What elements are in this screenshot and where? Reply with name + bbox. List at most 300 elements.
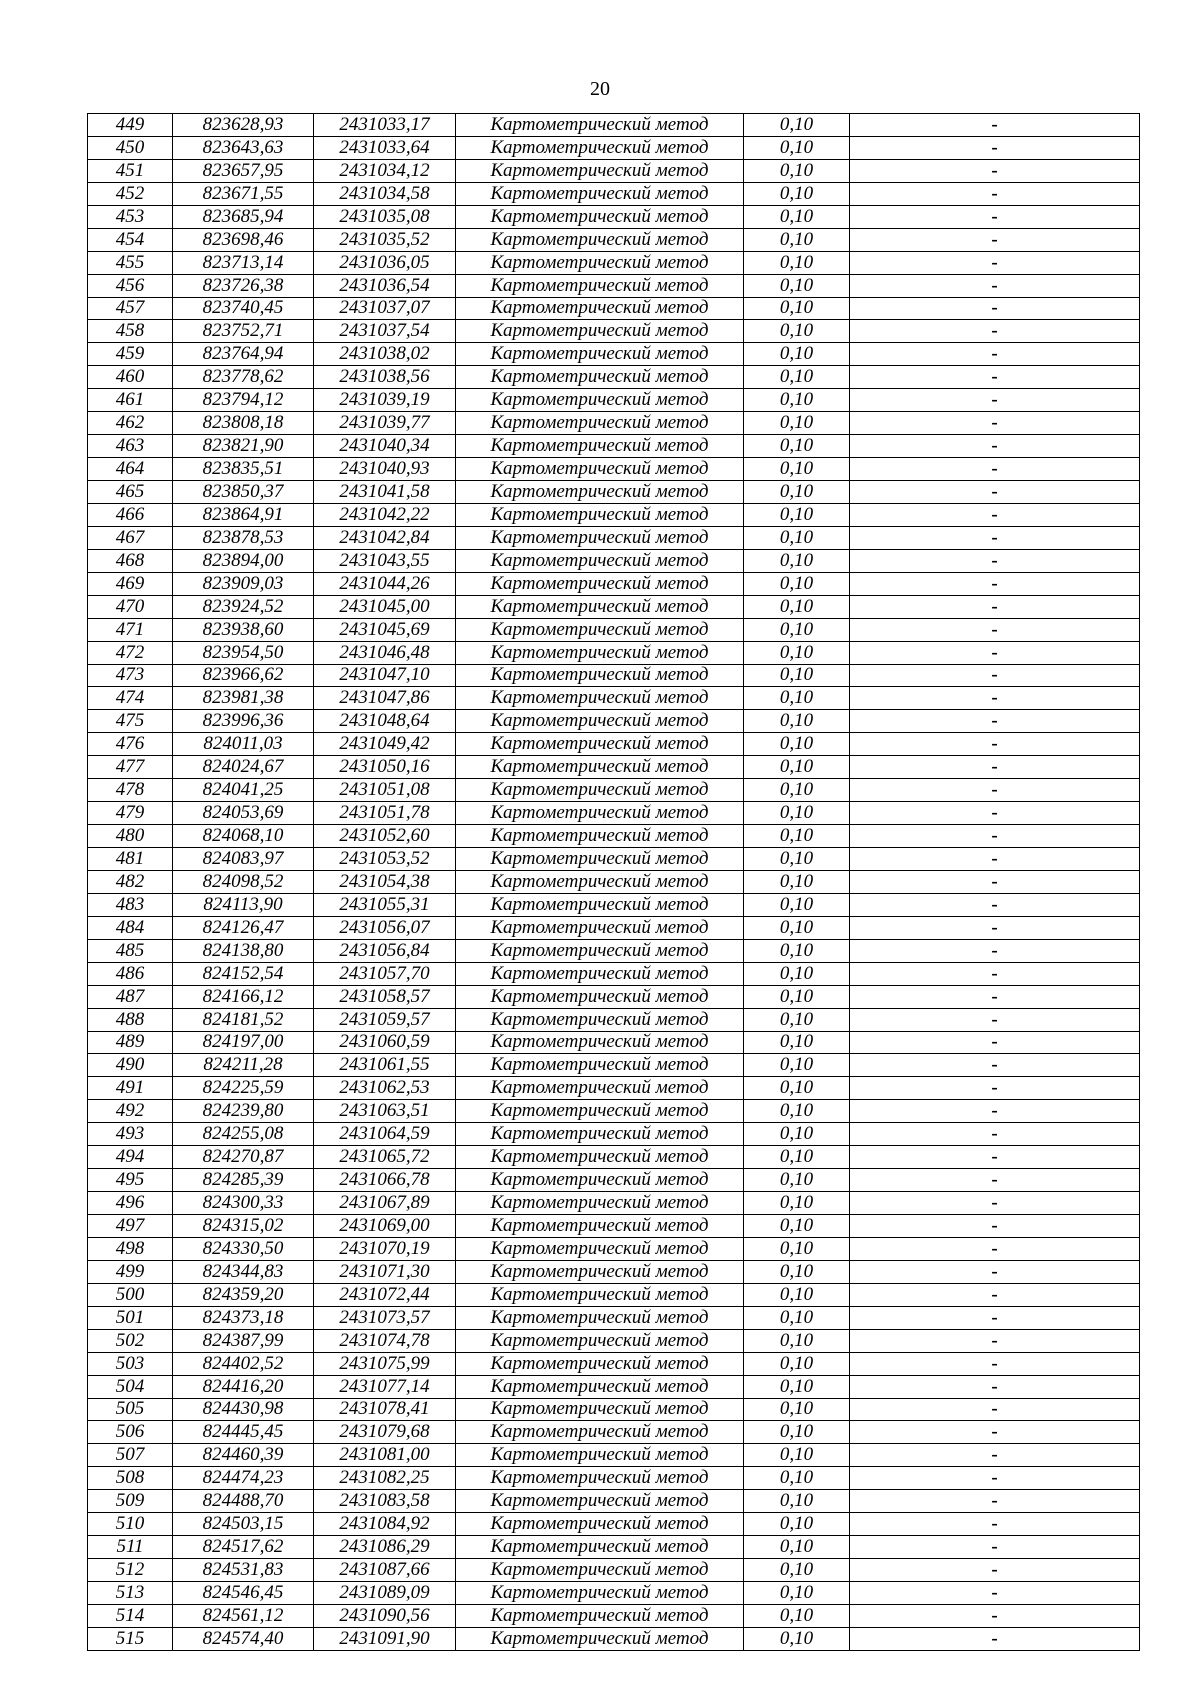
- method-cell: Картометрический метод: [456, 297, 744, 320]
- description-cell: -: [850, 595, 1140, 618]
- method-cell: Картометрический метод: [456, 825, 744, 848]
- point-number: 452: [88, 182, 173, 205]
- method-cell: Картометрический метод: [456, 1237, 744, 1260]
- precision-cell: 0,10: [744, 1444, 850, 1467]
- precision-cell: 0,10: [744, 893, 850, 916]
- precision-cell: 0,10: [744, 159, 850, 182]
- table-row: [88, 641, 1140, 664]
- description-cell: -: [850, 939, 1140, 962]
- method-cell: Картометрический метод: [456, 1352, 744, 1375]
- table-row: [88, 1421, 1140, 1444]
- description-cell: -: [850, 549, 1140, 572]
- method-cell: Картометрический метод: [456, 1490, 744, 1513]
- description-cell: -: [850, 1352, 1140, 1375]
- coordinate-x: 823698,46: [173, 228, 314, 251]
- table-row: [88, 1123, 1140, 1146]
- description-cell: -: [850, 159, 1140, 182]
- table-row: [88, 618, 1140, 641]
- description-cell: -: [850, 1306, 1140, 1329]
- description-cell: -: [850, 526, 1140, 549]
- precision-cell: 0,10: [744, 182, 850, 205]
- precision-cell: 0,10: [744, 802, 850, 825]
- precision-cell: 0,10: [744, 939, 850, 962]
- method-cell: Картометрический метод: [456, 1306, 744, 1329]
- coordinate-x: 823794,12: [173, 389, 314, 412]
- point-number: 492: [88, 1100, 173, 1123]
- table-row: [88, 779, 1140, 802]
- precision-cell: 0,10: [744, 1604, 850, 1627]
- coordinate-y: 2431035,08: [314, 205, 456, 228]
- coordinate-y: 2431059,57: [314, 1008, 456, 1031]
- table-row: [88, 1146, 1140, 1169]
- table-row: [88, 1375, 1140, 1398]
- point-number: 501: [88, 1306, 173, 1329]
- coordinate-y: 2431049,42: [314, 733, 456, 756]
- coordinate-x: 823628,93: [173, 114, 314, 137]
- point-number: 458: [88, 320, 173, 343]
- table-row: [88, 503, 1140, 526]
- precision-cell: 0,10: [744, 1008, 850, 1031]
- point-number: 500: [88, 1283, 173, 1306]
- coordinate-y: 2431067,89: [314, 1192, 456, 1215]
- coordinate-x: 823894,00: [173, 549, 314, 572]
- precision-cell: 0,10: [744, 1123, 850, 1146]
- table-row: [88, 893, 1140, 916]
- description-cell: -: [850, 1123, 1140, 1146]
- method-cell: Картометрический метод: [456, 618, 744, 641]
- point-number: 450: [88, 136, 173, 159]
- table-row: [88, 1329, 1140, 1352]
- table-row: [88, 182, 1140, 205]
- point-number: 498: [88, 1237, 173, 1260]
- method-cell: Картометрический метод: [456, 1260, 744, 1283]
- method-cell: Картометрический метод: [456, 1627, 744, 1650]
- point-number: 468: [88, 549, 173, 572]
- description-cell: -: [850, 1490, 1140, 1513]
- precision-cell: 0,10: [744, 1536, 850, 1559]
- table-row: [88, 939, 1140, 962]
- table-row: [88, 1627, 1140, 1650]
- point-number: 494: [88, 1146, 173, 1169]
- precision-cell: 0,10: [744, 1031, 850, 1054]
- coordinate-x: 824430,98: [173, 1398, 314, 1421]
- point-number: 470: [88, 595, 173, 618]
- description-cell: -: [850, 1536, 1140, 1559]
- point-number: 466: [88, 503, 173, 526]
- point-number: 507: [88, 1444, 173, 1467]
- precision-cell: 0,10: [744, 343, 850, 366]
- precision-cell: 0,10: [744, 825, 850, 848]
- coordinate-y: 2431070,19: [314, 1237, 456, 1260]
- coordinate-y: 2431078,41: [314, 1398, 456, 1421]
- description-cell: -: [850, 1054, 1140, 1077]
- description-cell: -: [850, 802, 1140, 825]
- method-cell: Картометрический метод: [456, 481, 744, 504]
- coordinate-y: 2431069,00: [314, 1215, 456, 1238]
- description-cell: -: [850, 435, 1140, 458]
- method-cell: Картометрический метод: [456, 1054, 744, 1077]
- coordinate-y: 2431075,99: [314, 1352, 456, 1375]
- method-cell: Картометрический метод: [456, 641, 744, 664]
- description-cell: -: [850, 297, 1140, 320]
- method-cell: Картометрический метод: [456, 848, 744, 871]
- precision-cell: 0,10: [744, 962, 850, 985]
- coordinate-y: 2431056,84: [314, 939, 456, 962]
- description-cell: -: [850, 1513, 1140, 1536]
- description-cell: -: [850, 1467, 1140, 1490]
- method-cell: Картометрический метод: [456, 1192, 744, 1215]
- coordinate-y: 2431082,25: [314, 1467, 456, 1490]
- precision-cell: 0,10: [744, 1306, 850, 1329]
- description-cell: -: [850, 572, 1140, 595]
- method-cell: Картометрический метод: [456, 733, 744, 756]
- table-row: [88, 825, 1140, 848]
- table-row: [88, 710, 1140, 733]
- table-row: [88, 1237, 1140, 1260]
- coordinate-x: 824330,50: [173, 1237, 314, 1260]
- point-number: 462: [88, 412, 173, 435]
- coordinate-y: 2431051,08: [314, 779, 456, 802]
- point-number: 479: [88, 802, 173, 825]
- method-cell: Картометрический метод: [456, 916, 744, 939]
- coordinate-y: 2431089,09: [314, 1582, 456, 1605]
- precision-cell: 0,10: [744, 1077, 850, 1100]
- precision-cell: 0,10: [744, 779, 850, 802]
- coordinate-y: 2431040,34: [314, 435, 456, 458]
- coordinate-x: 824285,39: [173, 1169, 314, 1192]
- table-row: [88, 435, 1140, 458]
- method-cell: Картометрический метод: [456, 985, 744, 1008]
- coordinate-x: 824255,08: [173, 1123, 314, 1146]
- method-cell: Картометрический метод: [456, 182, 744, 205]
- method-cell: Картометрический метод: [456, 1077, 744, 1100]
- coordinate-x: 824041,25: [173, 779, 314, 802]
- coordinate-y: 2431073,57: [314, 1306, 456, 1329]
- coordinate-y: 2431035,52: [314, 228, 456, 251]
- precision-cell: 0,10: [744, 1169, 850, 1192]
- method-cell: Картометрический метод: [456, 1536, 744, 1559]
- coordinate-x: 824098,52: [173, 870, 314, 893]
- method-cell: Картометрический метод: [456, 1008, 744, 1031]
- point-number: 461: [88, 389, 173, 412]
- precision-cell: 0,10: [744, 1054, 850, 1077]
- precision-cell: 0,10: [744, 481, 850, 504]
- coordinate-x: 823808,18: [173, 412, 314, 435]
- precision-cell: 0,10: [744, 274, 850, 297]
- table-row: [88, 870, 1140, 893]
- description-cell: -: [850, 756, 1140, 779]
- precision-cell: 0,10: [744, 320, 850, 343]
- coordinate-y: 2431039,77: [314, 412, 456, 435]
- table-row: [88, 916, 1140, 939]
- coordinate-x: 824197,00: [173, 1031, 314, 1054]
- coordinate-x: 823938,60: [173, 618, 314, 641]
- point-number: 511: [88, 1536, 173, 1559]
- table-row: [88, 1077, 1140, 1100]
- point-number: 489: [88, 1031, 173, 1054]
- coordinate-x: 824531,83: [173, 1559, 314, 1582]
- coordinate-y: 2431042,22: [314, 503, 456, 526]
- description-cell: -: [850, 274, 1140, 297]
- precision-cell: 0,10: [744, 297, 850, 320]
- table-row: [88, 1467, 1140, 1490]
- method-cell: Картометрический метод: [456, 136, 744, 159]
- description-cell: -: [850, 1582, 1140, 1605]
- point-number: 514: [88, 1604, 173, 1627]
- coordinate-y: 2431050,16: [314, 756, 456, 779]
- precision-cell: 0,10: [744, 503, 850, 526]
- table-row: [88, 664, 1140, 687]
- point-number: 502: [88, 1329, 173, 1352]
- coordinate-x: 823740,45: [173, 297, 314, 320]
- method-cell: Картометрический метод: [456, 435, 744, 458]
- coordinate-x: 824503,15: [173, 1513, 314, 1536]
- point-number: 495: [88, 1169, 173, 1192]
- coordinate-x: 824561,12: [173, 1604, 314, 1627]
- coordinate-x: 823996,36: [173, 710, 314, 733]
- method-cell: Картометрический метод: [456, 412, 744, 435]
- precision-cell: 0,10: [744, 1283, 850, 1306]
- point-number: 480: [88, 825, 173, 848]
- method-cell: Картометрический метод: [456, 1146, 744, 1169]
- coordinate-x: 824166,12: [173, 985, 314, 1008]
- coordinate-x: 823713,14: [173, 251, 314, 274]
- coordinate-x: 824126,47: [173, 916, 314, 939]
- description-cell: -: [850, 412, 1140, 435]
- coordinate-x: 824239,80: [173, 1100, 314, 1123]
- method-cell: Картометрический метод: [456, 389, 744, 412]
- table-row: [88, 228, 1140, 251]
- description-cell: -: [850, 1077, 1140, 1100]
- coordinate-x: 823657,95: [173, 159, 314, 182]
- coordinate-x: 824270,87: [173, 1146, 314, 1169]
- precision-cell: 0,10: [744, 1490, 850, 1513]
- coordinate-y: 2431042,84: [314, 526, 456, 549]
- description-cell: -: [850, 1559, 1140, 1582]
- method-cell: Картометрический метод: [456, 159, 744, 182]
- description-cell: -: [850, 641, 1140, 664]
- precision-cell: 0,10: [744, 458, 850, 481]
- point-number: 459: [88, 343, 173, 366]
- method-cell: Картометрический метод: [456, 1169, 744, 1192]
- point-number: 485: [88, 939, 173, 962]
- method-cell: Картометрический метод: [456, 756, 744, 779]
- description-cell: -: [850, 1283, 1140, 1306]
- coordinate-x: 824053,69: [173, 802, 314, 825]
- method-cell: Картометрический метод: [456, 274, 744, 297]
- method-cell: Картометрический метод: [456, 1375, 744, 1398]
- description-cell: -: [850, 1604, 1140, 1627]
- method-cell: Картометрический метод: [456, 251, 744, 274]
- method-cell: Картометрический метод: [456, 1513, 744, 1536]
- point-number: 469: [88, 572, 173, 595]
- table-row: [88, 1008, 1140, 1031]
- table-row: [88, 274, 1140, 297]
- coordinate-x: 824488,70: [173, 1490, 314, 1513]
- method-cell: Картометрический метод: [456, 205, 744, 228]
- precision-cell: 0,10: [744, 733, 850, 756]
- description-cell: -: [850, 389, 1140, 412]
- table-row: [88, 1283, 1140, 1306]
- point-number: 505: [88, 1398, 173, 1421]
- point-number: 506: [88, 1421, 173, 1444]
- table-row: [88, 1192, 1140, 1215]
- method-cell: Картометрический метод: [456, 1031, 744, 1054]
- precision-cell: 0,10: [744, 1627, 850, 1650]
- coordinate-x: 823778,62: [173, 366, 314, 389]
- description-cell: -: [850, 848, 1140, 871]
- table-row: [88, 1031, 1140, 1054]
- description-cell: -: [850, 1031, 1140, 1054]
- description-cell: -: [850, 205, 1140, 228]
- coordinate-x: 824373,18: [173, 1306, 314, 1329]
- point-number: 455: [88, 251, 173, 274]
- method-cell: Картометрический метод: [456, 1559, 744, 1582]
- table-row: [88, 458, 1140, 481]
- description-cell: -: [850, 1398, 1140, 1421]
- coordinate-x: 824225,59: [173, 1077, 314, 1100]
- coordinate-x: 823954,50: [173, 641, 314, 664]
- precision-cell: 0,10: [744, 710, 850, 733]
- precision-cell: 0,10: [744, 1398, 850, 1421]
- table-row: [88, 526, 1140, 549]
- method-cell: Картометрический метод: [456, 687, 744, 710]
- coordinate-x: 824138,80: [173, 939, 314, 962]
- table-row: [88, 412, 1140, 435]
- coordinate-y: 2431039,19: [314, 389, 456, 412]
- coordinate-y: 2431064,59: [314, 1123, 456, 1146]
- coordinate-x: 824574,40: [173, 1627, 314, 1650]
- coordinate-y: 2431054,38: [314, 870, 456, 893]
- coordinate-x: 823821,90: [173, 435, 314, 458]
- point-number: 460: [88, 366, 173, 389]
- method-cell: Картометрический метод: [456, 1421, 744, 1444]
- point-number: 484: [88, 916, 173, 939]
- coordinate-y: 2431044,26: [314, 572, 456, 595]
- description-cell: -: [850, 1421, 1140, 1444]
- coordinate-y: 2431063,51: [314, 1100, 456, 1123]
- coordinate-y: 2431058,57: [314, 985, 456, 1008]
- table-row: [88, 1536, 1140, 1559]
- coordinate-x: 823966,62: [173, 664, 314, 687]
- table-row: [88, 549, 1140, 572]
- method-cell: Картометрический метод: [456, 870, 744, 893]
- point-number: 464: [88, 458, 173, 481]
- method-cell: Картометрический метод: [456, 1329, 744, 1352]
- precision-cell: 0,10: [744, 1513, 850, 1536]
- coordinate-y: 2431090,56: [314, 1604, 456, 1627]
- precision-cell: 0,10: [744, 389, 850, 412]
- description-cell: -: [850, 503, 1140, 526]
- description-cell: -: [850, 893, 1140, 916]
- description-cell: -: [850, 985, 1140, 1008]
- coordinate-y: 2431081,00: [314, 1444, 456, 1467]
- table-row: [88, 1604, 1140, 1627]
- coordinate-x: 823726,38: [173, 274, 314, 297]
- table-row: [88, 114, 1140, 137]
- coordinate-y: 2431047,10: [314, 664, 456, 687]
- table-row: [88, 1559, 1140, 1582]
- point-number: 481: [88, 848, 173, 871]
- table-row: [88, 205, 1140, 228]
- precision-cell: 0,10: [744, 985, 850, 1008]
- description-cell: -: [850, 664, 1140, 687]
- coordinate-y: 2431055,31: [314, 893, 456, 916]
- method-cell: Картометрический метод: [456, 893, 744, 916]
- method-cell: Картометрический метод: [456, 595, 744, 618]
- point-number: 478: [88, 779, 173, 802]
- description-cell: -: [850, 1444, 1140, 1467]
- precision-cell: 0,10: [744, 366, 850, 389]
- description-cell: -: [850, 481, 1140, 504]
- point-number: 487: [88, 985, 173, 1008]
- method-cell: Картометрический метод: [456, 1215, 744, 1238]
- description-cell: -: [850, 1627, 1140, 1650]
- coordinate-y: 2431033,64: [314, 136, 456, 159]
- coordinate-x: 823878,53: [173, 526, 314, 549]
- coordinate-y: 2431043,55: [314, 549, 456, 572]
- point-number: 475: [88, 710, 173, 733]
- coordinate-y: 2431061,55: [314, 1054, 456, 1077]
- coordinate-y: 2431066,78: [314, 1169, 456, 1192]
- point-number: 471: [88, 618, 173, 641]
- table-row: [88, 1260, 1140, 1283]
- coordinate-y: 2431053,52: [314, 848, 456, 871]
- point-number: 472: [88, 641, 173, 664]
- point-number: 508: [88, 1467, 173, 1490]
- method-cell: Картометрический метод: [456, 1398, 744, 1421]
- description-cell: -: [850, 779, 1140, 802]
- coordinate-y: 2431084,92: [314, 1513, 456, 1536]
- precision-cell: 0,10: [744, 756, 850, 779]
- description-cell: -: [850, 1375, 1140, 1398]
- table-row: [88, 1169, 1140, 1192]
- point-number: 488: [88, 1008, 173, 1031]
- coordinate-y: 2431086,29: [314, 1536, 456, 1559]
- table-row: [88, 962, 1140, 985]
- point-number: 454: [88, 228, 173, 251]
- method-cell: Картометрический метод: [456, 228, 744, 251]
- description-cell: -: [850, 916, 1140, 939]
- coordinate-y: 2431091,90: [314, 1627, 456, 1650]
- coordinate-x: 824024,67: [173, 756, 314, 779]
- point-number: 483: [88, 893, 173, 916]
- method-cell: Картометрический метод: [456, 802, 744, 825]
- method-cell: Картометрический метод: [456, 962, 744, 985]
- coordinate-y: 2431062,53: [314, 1077, 456, 1100]
- coordinate-y: 2431077,14: [314, 1375, 456, 1398]
- coordinates-table-body: [88, 114, 1140, 1651]
- coordinate-y: 2431052,60: [314, 825, 456, 848]
- point-number: 513: [88, 1582, 173, 1605]
- coordinate-x: 823643,63: [173, 136, 314, 159]
- method-cell: Картометрический метод: [456, 710, 744, 733]
- point-number: 497: [88, 1215, 173, 1238]
- method-cell: Картометрический метод: [456, 1444, 744, 1467]
- precision-cell: 0,10: [744, 1582, 850, 1605]
- description-cell: -: [850, 1100, 1140, 1123]
- precision-cell: 0,10: [744, 572, 850, 595]
- table-row: [88, 733, 1140, 756]
- point-number: 451: [88, 159, 173, 182]
- method-cell: Картометрический метод: [456, 939, 744, 962]
- table-row: [88, 1215, 1140, 1238]
- point-number: 473: [88, 664, 173, 687]
- precision-cell: 0,10: [744, 1467, 850, 1490]
- description-cell: -: [850, 1237, 1140, 1260]
- precision-cell: 0,10: [744, 916, 850, 939]
- method-cell: Картометрический метод: [456, 526, 744, 549]
